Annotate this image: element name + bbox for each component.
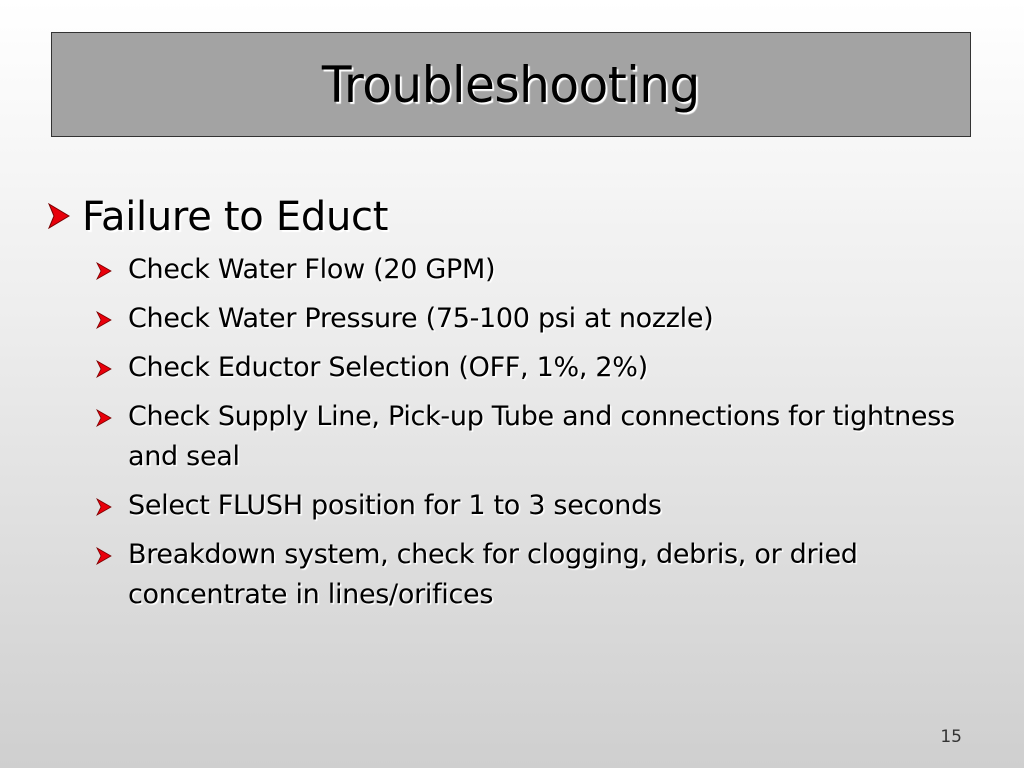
slide-title: Troubleshooting <box>322 55 700 114</box>
list-item <box>96 535 978 615</box>
list-item-text: Check Supply Line, Pick-up Tube and connections for tightness and seal <box>128 401 955 472</box>
arrow-bullet-icon <box>96 535 128 569</box>
list-item <box>96 250 978 290</box>
arrow-bullet-icon <box>96 486 128 520</box>
list-item-text: Check Water Pressure (75-100 psi at nozzle) <box>128 303 714 334</box>
slide-number: 15 <box>940 727 962 747</box>
list-item <box>96 486 978 526</box>
list-item-text: Breakdown system, check for clogging, debris, or dried concentrate in lines/orifices <box>128 539 858 610</box>
list-item <box>96 348 978 388</box>
list-item-text: Select FLUSH position for 1 to 3 seconds <box>128 490 662 521</box>
arrow-bullet-icon <box>48 192 82 233</box>
main-bullet <box>48 192 978 242</box>
list-item-text: Check Eductor Selection (OFF, 1%, 2%) <box>128 352 648 383</box>
title-box <box>51 32 971 137</box>
arrow-bullet-icon <box>96 348 128 382</box>
list-item-text: Check Water Flow (20 GPM) <box>128 254 496 285</box>
arrow-bullet-icon <box>96 299 128 333</box>
arrow-bullet-icon <box>96 397 128 431</box>
sub-bullet-list <box>96 250 978 615</box>
list-item <box>96 299 978 339</box>
main-bullet-text: Failure to Educt <box>82 194 389 240</box>
list-item <box>96 397 978 477</box>
arrow-bullet-icon <box>96 250 128 284</box>
slide-content <box>48 192 978 624</box>
